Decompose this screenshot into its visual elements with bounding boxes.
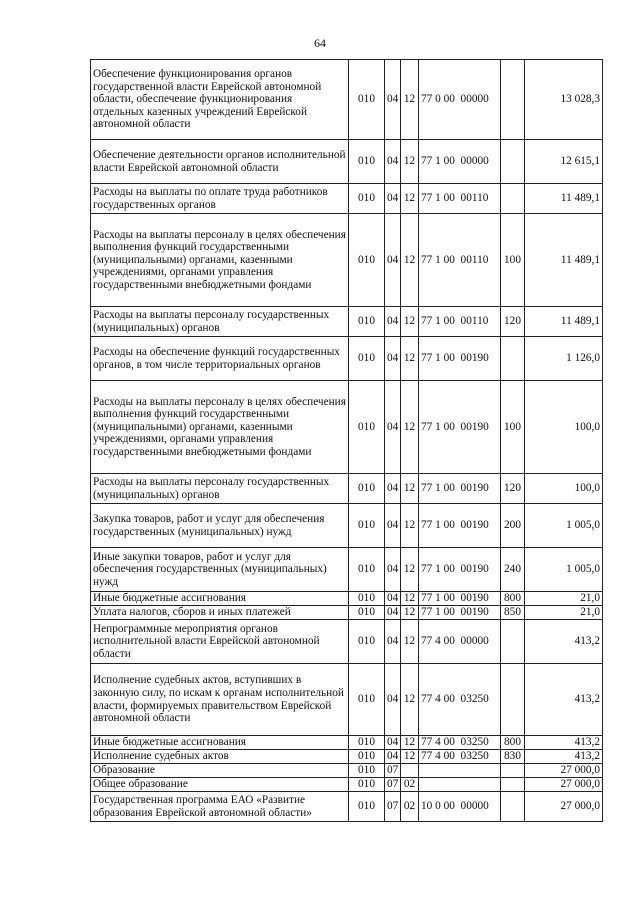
row-ministry-code: 010 — [349, 750, 385, 764]
table-row — [91, 620, 603, 664]
row-section-code: 04 — [385, 548, 401, 592]
row-name: Исполнение судебных актов, вступивших в законную силу, по искам к органам исполнительной власти, формируемых правительством Еврейской автономной области — [91, 664, 349, 736]
row-name: Непрограммные мероприятия органов исполнительной власти Еврейской автономной области — [91, 620, 349, 664]
row-amount: 413,2 — [525, 750, 603, 764]
table-row — [91, 381, 603, 474]
table-row — [91, 792, 603, 822]
row-expense-type-code — [501, 778, 525, 792]
row-amount: 100,0 — [525, 381, 603, 474]
row-section-code: 04 — [385, 620, 401, 664]
row-target-article-code: 77 1 00 00190 — [419, 381, 501, 474]
row-expense-type-code — [501, 664, 525, 736]
row-ministry-code: 010 — [349, 214, 385, 307]
table-row — [91, 214, 603, 307]
row-amount: 21,0 — [525, 592, 603, 606]
row-target-article-code: 77 1 00 00190 — [419, 337, 501, 381]
table-row — [91, 337, 603, 381]
row-target-article-code: 77 1 00 00110 — [419, 307, 501, 337]
row-subsection-code: 02 — [401, 792, 419, 822]
table-row — [91, 504, 603, 548]
row-subsection-code: 12 — [401, 750, 419, 764]
row-subsection-code: 12 — [401, 214, 419, 307]
row-amount: 12 615,1 — [525, 140, 603, 184]
row-subsection-code: 12 — [401, 736, 419, 750]
row-amount: 1 126,0 — [525, 337, 603, 381]
row-amount: 1 005,0 — [525, 504, 603, 548]
row-subsection-code: 12 — [401, 337, 419, 381]
row-subsection-code: 12 — [401, 381, 419, 474]
row-amount: 11 489,1 — [525, 184, 603, 214]
table-row — [91, 140, 603, 184]
row-amount: 27 000,0 — [525, 764, 603, 778]
row-amount: 413,2 — [525, 664, 603, 736]
row-name: Иные бюджетные ассигнования — [91, 592, 349, 606]
row-target-article-code: 77 1 00 00190 — [419, 606, 501, 620]
row-section-code: 04 — [385, 307, 401, 337]
table-row — [91, 548, 603, 592]
row-ministry-code: 010 — [349, 606, 385, 620]
row-ministry-code: 010 — [349, 664, 385, 736]
row-amount: 11 489,1 — [525, 214, 603, 307]
row-section-code: 04 — [385, 664, 401, 736]
row-section-code: 04 — [385, 60, 401, 140]
row-section-code: 04 — [385, 214, 401, 307]
row-target-article-code: 77 4 00 03250 — [419, 664, 501, 736]
row-expense-type-code: 800 — [501, 736, 525, 750]
table-row — [91, 664, 603, 736]
row-name: Общее образование — [91, 778, 349, 792]
row-expense-type-code — [501, 792, 525, 822]
row-ministry-code: 010 — [349, 504, 385, 548]
row-subsection-code: 12 — [401, 307, 419, 337]
row-section-code: 04 — [385, 184, 401, 214]
row-section-code: 04 — [385, 750, 401, 764]
row-expense-type-code — [501, 184, 525, 214]
row-name: Расходы на выплаты персоналу в целях обеспечения выполнения функций государственными (муниципальными) органами, казенными учреждениями, органами управления государственными внебюджетными фондами — [91, 214, 349, 307]
budget-table — [90, 59, 603, 822]
row-subsection-code: 12 — [401, 474, 419, 504]
row-expense-type-code: 240 — [501, 548, 525, 592]
row-ministry-code: 010 — [349, 307, 385, 337]
row-name: Иные закупки товаров, работ и услуг для обеспечения государственных (муниципальных) нужд — [91, 548, 349, 592]
row-section-code: 04 — [385, 140, 401, 184]
row-section-code: 04 — [385, 381, 401, 474]
row-ministry-code: 010 — [349, 548, 385, 592]
table-row — [91, 764, 603, 778]
row-subsection-code: 12 — [401, 140, 419, 184]
row-ministry-code: 010 — [349, 474, 385, 504]
row-amount: 413,2 — [525, 620, 603, 664]
row-name: Расходы на обеспечение функций государственных органов, в том числе территориальных органов — [91, 337, 349, 381]
row-amount: 21,0 — [525, 606, 603, 620]
row-name: Закупка товаров, работ и услуг для обеспечения государственных (муниципальных) нужд — [91, 504, 349, 548]
row-subsection-code — [401, 764, 419, 778]
row-ministry-code: 010 — [349, 337, 385, 381]
row-name: Иные бюджетные ассигнования — [91, 736, 349, 750]
row-ministry-code: 010 — [349, 140, 385, 184]
row-target-article-code: 77 4 00 03250 — [419, 750, 501, 764]
row-expense-type-code: 800 — [501, 592, 525, 606]
row-expense-type-code: 200 — [501, 504, 525, 548]
row-target-article-code — [419, 764, 501, 778]
row-section-code: 07 — [385, 792, 401, 822]
row-name: Государственная программа ЕАО «Развитие образования Еврейской автономной области» — [91, 792, 349, 822]
row-ministry-code: 010 — [349, 736, 385, 750]
row-section-code: 07 — [385, 764, 401, 778]
row-expense-type-code: 120 — [501, 474, 525, 504]
row-target-article-code: 77 1 00 00000 — [419, 140, 501, 184]
table-row — [91, 750, 603, 764]
row-ministry-code: 010 — [349, 620, 385, 664]
row-name: Расходы на выплаты по оплате труда работников государственных органов — [91, 184, 349, 214]
table-row — [91, 307, 603, 337]
row-expense-type-code — [501, 764, 525, 778]
row-ministry-code: 010 — [349, 592, 385, 606]
row-ministry-code: 010 — [349, 60, 385, 140]
table-row — [91, 736, 603, 750]
row-subsection-code: 12 — [401, 592, 419, 606]
page-number: 64 — [314, 36, 326, 50]
row-expense-type-code: 850 — [501, 606, 525, 620]
row-name: Расходы на выплаты персоналу в целях обеспечения выполнения функций государственными (муниципальными) органами, казенными учреждениями, органами управления государственными внебюджетными фондами — [91, 381, 349, 474]
row-section-code: 04 — [385, 337, 401, 381]
table-row — [91, 474, 603, 504]
row-name: Расходы на выплаты персоналу государственных (муниципальных) органов — [91, 307, 349, 337]
row-subsection-code: 02 — [401, 778, 419, 792]
row-subsection-code: 12 — [401, 60, 419, 140]
row-expense-type-code — [501, 337, 525, 381]
row-amount: 1 005,0 — [525, 548, 603, 592]
row-section-code: 04 — [385, 474, 401, 504]
row-subsection-code: 12 — [401, 664, 419, 736]
row-section-code: 04 — [385, 504, 401, 548]
row-expense-type-code — [501, 60, 525, 140]
row-target-article-code: 77 1 00 00190 — [419, 548, 501, 592]
row-amount: 27 000,0 — [525, 792, 603, 822]
row-expense-type-code: 100 — [501, 381, 525, 474]
row-ministry-code: 010 — [349, 381, 385, 474]
row-section-code: 04 — [385, 736, 401, 750]
row-name: Обеспечение деятельности органов исполнительной власти Еврейской автономной области — [91, 140, 349, 184]
row-target-article-code: 77 1 00 00190 — [419, 474, 501, 504]
row-target-article-code: 77 1 00 00110 — [419, 184, 501, 214]
row-ministry-code: 010 — [349, 764, 385, 778]
row-subsection-code: 12 — [401, 504, 419, 548]
row-ministry-code: 010 — [349, 778, 385, 792]
row-section-code: 04 — [385, 592, 401, 606]
row-expense-type-code — [501, 620, 525, 664]
row-section-code: 04 — [385, 606, 401, 620]
table-row — [91, 592, 603, 606]
row-ministry-code: 010 — [349, 184, 385, 214]
row-target-article-code: 77 1 00 00110 — [419, 214, 501, 307]
row-amount: 27 000,0 — [525, 778, 603, 792]
table-row — [91, 778, 603, 792]
row-target-article-code — [419, 778, 501, 792]
row-amount: 100,0 — [525, 474, 603, 504]
row-target-article-code: 77 1 00 00190 — [419, 592, 501, 606]
row-ministry-code: 010 — [349, 792, 385, 822]
row-amount: 13 028,3 — [525, 60, 603, 140]
row-expense-type-code — [501, 140, 525, 184]
row-expense-type-code: 100 — [501, 214, 525, 307]
row-amount: 413,2 — [525, 736, 603, 750]
row-name: Образование — [91, 764, 349, 778]
row-target-article-code: 77 1 00 00190 — [419, 504, 501, 548]
row-target-article-code: 10 0 00 00000 — [419, 792, 501, 822]
row-expense-type-code: 120 — [501, 307, 525, 337]
table-row — [91, 184, 603, 214]
row-target-article-code: 77 4 00 03250 — [419, 736, 501, 750]
row-name: Расходы на выплаты персоналу государственных (муниципальных) органов — [91, 474, 349, 504]
row-subsection-code: 12 — [401, 620, 419, 664]
row-subsection-code: 12 — [401, 548, 419, 592]
row-target-article-code: 77 0 00 00000 — [419, 60, 501, 140]
table-row — [91, 606, 603, 620]
row-section-code: 07 — [385, 778, 401, 792]
row-amount: 11 489,1 — [525, 307, 603, 337]
row-name: Уплата налогов, сборов и иных платежей — [91, 606, 349, 620]
row-target-article-code: 77 4 00 00000 — [419, 620, 501, 664]
row-name: Исполнение судебных актов — [91, 750, 349, 764]
row-name: Обеспечение функционирования органов государственной власти Еврейской автономной области, обеспечение функционирования отдельных казенных учреждений Еврейской автономной области — [91, 60, 349, 140]
row-expense-type-code: 830 — [501, 750, 525, 764]
row-subsection-code: 12 — [401, 184, 419, 214]
table-row — [91, 60, 603, 140]
row-subsection-code: 12 — [401, 606, 419, 620]
